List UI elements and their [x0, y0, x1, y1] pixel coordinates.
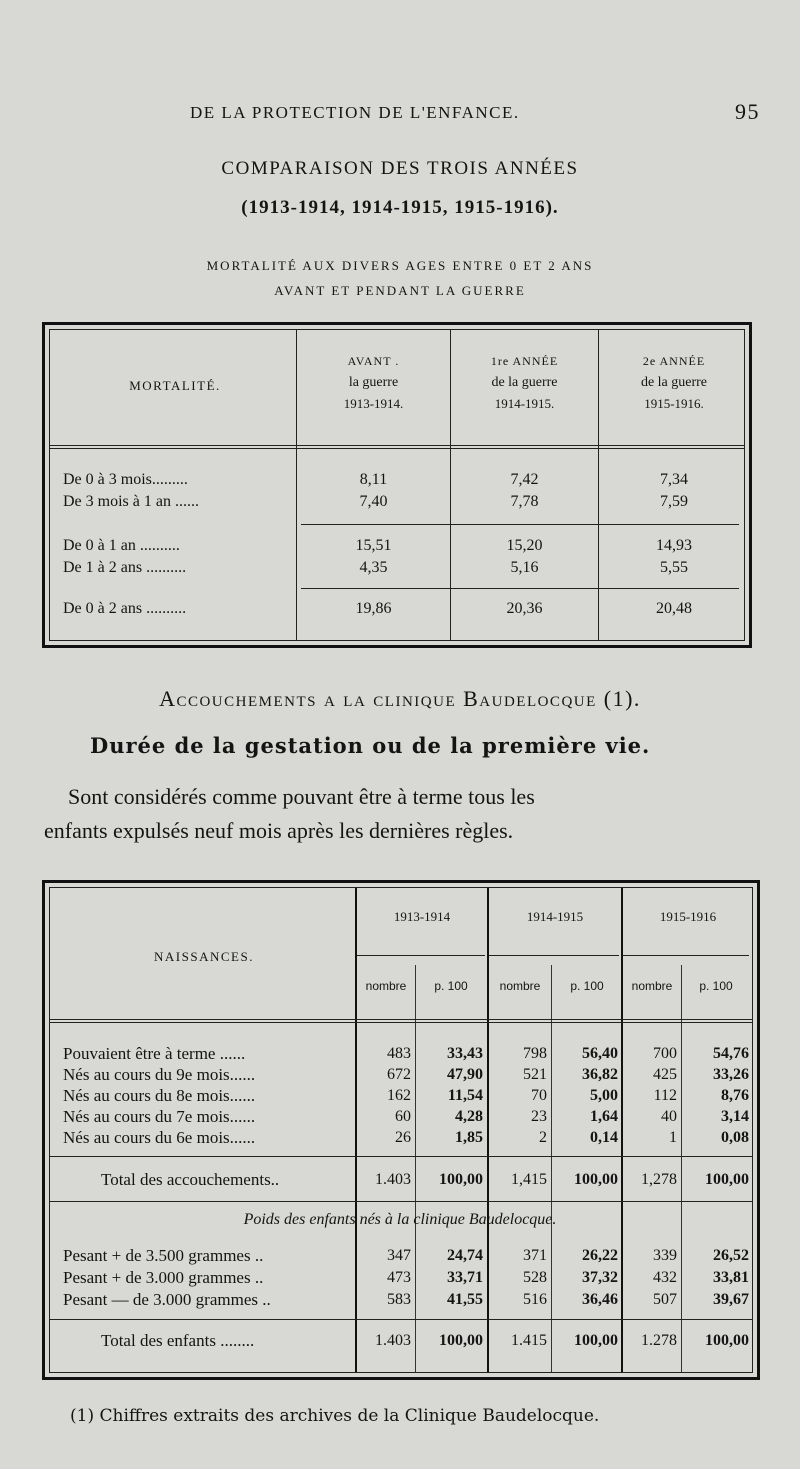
t2-cell: 33,26: [713, 1066, 749, 1083]
t1-cell: 19,86: [355, 600, 392, 617]
t1-row-label: De 0 à 2 ans ..........: [63, 600, 187, 617]
footnote: (1) Chiffres extraits des archives de la Clinique Baudelocque.: [70, 1406, 600, 1426]
t2-year-header: 1913-1914: [393, 909, 451, 924]
t2-cell: 339: [653, 1247, 677, 1264]
t2-rule: [50, 1201, 752, 1202]
t1-col3-h3: 1915-1916.: [644, 396, 704, 411]
t1-col1-header: [297, 351, 450, 414]
running-title: DE LA PROTECTION DE L'ENFANCE.: [190, 103, 520, 122]
heading-sub1: MORTALITÉ AUX DIVERS AGES ENTRE 0 ET 2 ANS: [206, 258, 594, 273]
t2-cell: 33,81: [713, 1269, 749, 1286]
t1-cell: 5,16: [510, 559, 539, 576]
t2-cell: 672: [387, 1066, 411, 1083]
t2-cell: 1.403: [375, 1332, 411, 1349]
t1-cell: 7,40: [359, 493, 388, 510]
t2-cell: 3,14: [721, 1108, 749, 1125]
t2-year-rule: [489, 955, 619, 956]
t1-cell: 7,42: [510, 471, 539, 488]
t2-total-label: Total des accouchements..: [101, 1170, 280, 1189]
t2-cell: 1,415: [511, 1171, 547, 1188]
t1-cell: 15,51: [355, 537, 392, 554]
page-number: 95: [735, 99, 760, 124]
t2-subhead-nombre: nombre: [631, 979, 673, 993]
t2-subhead-pct: p. 100: [570, 979, 604, 993]
t2-cell: 432: [653, 1269, 677, 1286]
t2-cell: 33,71: [447, 1269, 483, 1286]
t1-col1-h2: la guerre: [348, 375, 399, 390]
section-title: Accouchements a la clinique Baudelocque (1).: [159, 686, 641, 711]
t2-cell: 483: [387, 1045, 411, 1062]
t1-cell: 7,78: [510, 493, 539, 510]
t2-col0-header: NAISSANCES.: [154, 949, 254, 964]
t2-cell: 521: [523, 1066, 547, 1083]
t1-col3-h2: de la guerre: [640, 375, 708, 390]
t2-cell: 0,14: [590, 1129, 618, 1146]
t2-subhead-pct: p. 100: [434, 979, 468, 993]
t1-cell: 8,11: [359, 471, 388, 488]
t1-col2-h1: 1re ANNÉE: [490, 354, 559, 368]
t1-cell: 14,93: [656, 537, 692, 554]
t2-cell: 70: [531, 1087, 547, 1104]
t2-cell: 1,64: [590, 1108, 618, 1125]
t2-cell: 40: [661, 1108, 677, 1125]
t2-cell: 5,00: [590, 1087, 618, 1104]
t2-cell: 528: [523, 1269, 547, 1286]
t2-cell: 100,00: [439, 1171, 483, 1188]
t2-cell: 36,46: [582, 1291, 618, 1308]
paragraph-line-1: Sont considérés comme pouvant être à terme tous les: [68, 784, 535, 809]
t2-cell: 24,74: [447, 1247, 483, 1264]
t2-cell: 2: [539, 1129, 547, 1146]
t2-cell: 798: [523, 1045, 547, 1062]
t2-cell: 26: [395, 1129, 411, 1146]
t2-cell: 425: [653, 1066, 677, 1083]
t2-cell: 516: [523, 1291, 547, 1308]
t2-cell: 47,90: [447, 1066, 483, 1083]
t2-cell: 1,85: [455, 1129, 483, 1146]
t1-row-label: De 0 à 3 mois.........: [63, 471, 188, 488]
t2-cell: 700: [653, 1045, 677, 1062]
t1-cell: 4,35: [359, 559, 388, 576]
t2-cell: 162: [387, 1087, 411, 1104]
t1-cell: 15,20: [506, 537, 543, 554]
t1-col3-h1: 2e ANNÉE: [642, 354, 706, 368]
births-table: [42, 880, 760, 1380]
t2-row-label: Nés au cours du 7e mois......: [63, 1107, 256, 1126]
t1-col2-h2: de la guerre: [491, 375, 558, 390]
t2-cell: 33,43: [447, 1045, 483, 1062]
t1-cell: 20,36: [506, 600, 543, 617]
t2-cell: 0,08: [721, 1129, 749, 1146]
t2-cell: 56,40: [582, 1045, 618, 1062]
t1-col2-h3: 1914-1915.: [494, 396, 555, 411]
section-subtitle: Durée de la gestation ou de la première vie.: [90, 733, 651, 758]
heading-years: (1913-1914, 1914-1915, 1915-1916).: [241, 197, 559, 218]
t1-row-label: De 3 mois à 1 an ......: [63, 493, 199, 510]
t2-cell: 100,00: [439, 1332, 483, 1349]
t1-col3-header: [599, 351, 749, 414]
t1-group-rule: [301, 588, 739, 589]
t1-col1-h1: AVANT .: [347, 354, 400, 368]
weights-title: Poids des enfants nés à la clinique Baudelocque.: [243, 1211, 557, 1228]
t2-cell: 26,22: [582, 1247, 618, 1264]
t2-cell: 54,76: [713, 1045, 749, 1062]
t2-header-rule: [50, 1022, 752, 1023]
t2-cell: 1.415: [511, 1332, 547, 1349]
t2-subhead-nombre: nombre: [365, 979, 407, 993]
heading-sub2: AVANT ET PENDANT LA GUERRE: [274, 283, 526, 298]
t2-row-label: Nés au cours du 8e mois......: [63, 1086, 256, 1105]
t2-cell: 100,00: [574, 1171, 618, 1188]
t2-cell: 37,32: [582, 1269, 618, 1286]
t1-row-label: De 1 à 2 ans ..........: [63, 559, 187, 576]
t2-cell: 1.278: [641, 1332, 677, 1349]
t2-cell: 583: [387, 1291, 411, 1308]
t2-cell: 100,00: [705, 1332, 749, 1349]
t2-year-rule: [357, 955, 485, 956]
t2-cell: 41,55: [447, 1291, 483, 1308]
t2-cell: 4,28: [455, 1108, 483, 1125]
t1-cell: 20,48: [656, 600, 692, 617]
t2-rule: [50, 1156, 752, 1157]
t2-total-label: Total des enfants ........: [101, 1331, 255, 1350]
subcol-divider: [551, 965, 552, 1372]
t2-row-label: Pouvaient être à terme ......: [63, 1044, 246, 1063]
t2-cell: 1: [669, 1129, 677, 1146]
paragraph-line-2: enfants expulsés neuf mois après les dernières règles.: [44, 818, 514, 843]
t2-cell: 60: [395, 1108, 411, 1125]
t2-row-label: Nés au cours du 6e mois......: [63, 1128, 256, 1147]
t2-row-label: Pesant + de 3.000 grammes ..: [63, 1268, 264, 1287]
t2-rule: [50, 1319, 752, 1320]
mortality-table: [42, 322, 752, 648]
heading-main: COMPARAISON DES TROIS ANNÉES: [221, 158, 579, 179]
t2-cell: 473: [387, 1269, 411, 1286]
t1-col0-header: MORTALITÉ.: [129, 378, 221, 393]
t2-year-header: 1915-1916: [659, 909, 717, 924]
t2-row-label: Pesant + de 3.500 grammes ..: [63, 1246, 264, 1265]
t2-cell: 1,278: [641, 1171, 677, 1188]
t2-cell: 507: [653, 1291, 677, 1308]
t2-cell: 8,76: [721, 1087, 749, 1104]
t1-cell: 5,55: [660, 559, 688, 576]
t2-row-label: Nés au cours du 9e mois......: [63, 1065, 256, 1084]
t1-header-rule: [50, 448, 744, 449]
t2-cell: 1.403: [375, 1171, 411, 1188]
t2-year-rule: [623, 955, 749, 956]
subcol-divider: [415, 965, 416, 1372]
t2-cell: 11,54: [447, 1087, 483, 1104]
t1-col1-h3: 1913-1914.: [343, 396, 404, 411]
t2-cell: 39,67: [713, 1291, 749, 1308]
t1-col2-header: [451, 351, 598, 414]
t2-cell: 36,82: [582, 1066, 618, 1083]
t1-header-rule: [50, 445, 744, 446]
t2-cell: 26,52: [713, 1247, 749, 1264]
t2-cell: 347: [387, 1247, 411, 1264]
t2-row-label: Pesant — de 3.000 grammes ..: [63, 1290, 271, 1309]
t2-header-rule: [50, 1019, 752, 1020]
t1-cell: 7,59: [660, 493, 688, 510]
t2-subhead-nombre: nombre: [499, 979, 541, 993]
t2-year-header: 1914-1915: [526, 909, 584, 924]
t1-group-rule: [301, 524, 739, 525]
t2-cell: 100,00: [705, 1171, 749, 1188]
subcol-divider: [681, 965, 682, 1372]
t2-cell: 371: [523, 1247, 547, 1264]
t2-subhead-pct: p. 100: [699, 979, 733, 993]
t1-row-label: De 0 à 1 an ..........: [63, 537, 180, 554]
t2-cell: 23: [531, 1108, 547, 1125]
t2-cell: 100,00: [574, 1332, 618, 1349]
t1-cell: 7,34: [660, 471, 688, 488]
t2-cell: 112: [653, 1087, 677, 1104]
